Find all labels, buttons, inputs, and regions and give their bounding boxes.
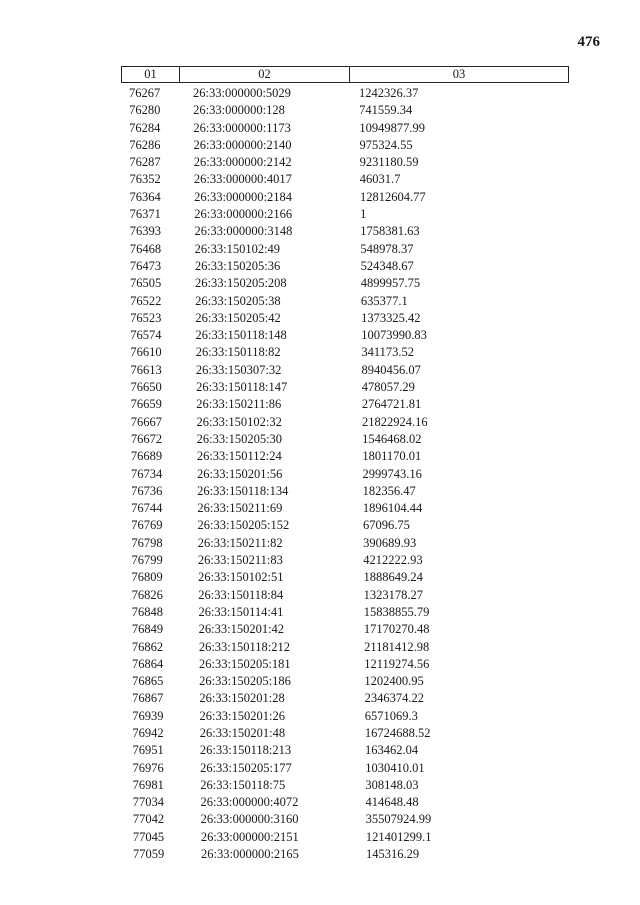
cell-01: 76862	[131, 639, 164, 654]
cell-02: 26:33:150205:36	[194, 258, 281, 273]
cell-01: 76667	[130, 414, 162, 429]
cell-01: 76769	[131, 518, 163, 533]
cell-02: 26:33:150211:83	[197, 553, 283, 568]
cell-01: 77042	[132, 812, 165, 827]
table-row	[0, 517, 640, 534]
cell-01: 76468	[129, 241, 162, 256]
table-row	[0, 396, 640, 413]
cell-03: 478057.29	[361, 380, 415, 395]
cell-01: 76976	[132, 760, 164, 775]
cell-02: 26:33:150201:42	[198, 622, 285, 637]
cell-02: 26:33:150201:48	[199, 725, 286, 740]
cell-01: 76280	[129, 103, 161, 118]
table-row	[0, 310, 640, 327]
table-row	[0, 829, 640, 846]
cell-03: 46031.7	[359, 172, 401, 187]
cell-01: 76734	[131, 466, 163, 481]
table-body	[0, 85, 640, 863]
cell-02: 26:33:150205:30	[196, 431, 283, 446]
cell-03: 4899957.75	[360, 276, 421, 291]
cell-03: 1801170.01	[362, 449, 422, 464]
table-row	[0, 552, 640, 569]
cell-02: 26:33:150205:38	[195, 293, 281, 308]
cell-01: 76849	[131, 622, 164, 637]
cell-02: 26:33:150118:148	[195, 328, 287, 343]
cell-02: 26:33:150118:82	[195, 345, 281, 360]
cell-01: 76650	[130, 380, 162, 395]
cell-03: 17170270.48	[363, 622, 430, 637]
table-row	[0, 137, 640, 154]
cell-01: 76574	[130, 328, 162, 343]
cell-02: 26:33:150102:49	[194, 241, 281, 256]
column-header-03: 03	[349, 66, 569, 83]
cell-03: 635377.1	[360, 293, 408, 308]
cell-02: 26:33:150205:181	[199, 656, 291, 671]
cell-02: 26:33:150201:26	[199, 708, 285, 723]
cell-02: 26:33:150211:86	[196, 397, 282, 412]
cell-03: 9231180.59	[359, 155, 419, 170]
cell-01: 76864	[132, 656, 164, 671]
cell-03: 16724688.52	[364, 725, 431, 740]
cell-03: 341173.52	[361, 345, 415, 360]
cell-03: 1202400.95	[364, 674, 424, 689]
table-row	[0, 587, 640, 604]
cell-03: 6571069.3	[364, 708, 418, 723]
cell-01: 76287	[129, 155, 161, 170]
cell-02: 26:33:000000:128	[193, 103, 285, 118]
table-row	[0, 535, 640, 552]
cell-03: 1546468.02	[362, 431, 422, 446]
cell-01: 76364	[129, 189, 161, 204]
cell-01: 76848	[131, 604, 163, 619]
table-row	[0, 656, 640, 673]
cell-03: 8940456.07	[361, 362, 421, 377]
cell-02: 26:33:150211:82	[197, 535, 283, 550]
cell-01: 76286	[129, 137, 161, 152]
cell-02: 26:33:000000:2166	[194, 207, 293, 222]
cell-01: 76689	[130, 449, 163, 464]
cell-02: 26:33:150201:28	[199, 691, 285, 706]
cell-01: 76284	[129, 120, 161, 135]
cell-03: 1242326.37	[359, 86, 419, 100]
cell-01: 76939	[132, 708, 164, 723]
cell-03: 67096.75	[362, 518, 410, 533]
cell-03: 1896104.44	[362, 501, 423, 516]
table-row	[0, 569, 640, 586]
cell-01: 76523	[130, 310, 162, 325]
cell-03: 10949877.99	[359, 120, 425, 135]
cell-01: 76942	[132, 725, 164, 740]
cell-01: 76826	[131, 587, 163, 602]
table-row	[0, 483, 640, 500]
table-row	[0, 206, 640, 223]
cell-01: 76951	[132, 743, 164, 758]
page-number: 476	[577, 34, 600, 50]
cell-03: 10073990.83	[361, 328, 427, 343]
cell-03: 2999743.16	[362, 466, 422, 481]
cell-01: 76473	[129, 258, 162, 273]
cell-03: 414648.48	[365, 795, 419, 810]
cell-01: 76736	[131, 483, 163, 498]
table-row	[0, 621, 640, 638]
cell-01: 76744	[131, 501, 163, 516]
table-row	[0, 811, 640, 828]
table-row	[0, 379, 640, 396]
cell-02: 26:33:000000:3160	[200, 812, 299, 827]
cell-02: 26:33:150118:213	[199, 743, 292, 758]
cell-03: 548978.37	[360, 241, 414, 256]
table-row	[0, 154, 640, 171]
table-row	[0, 431, 640, 448]
cell-02: 26:33:150118:147	[196, 380, 288, 395]
table-row	[0, 777, 640, 794]
cell-03: 390689.93	[363, 535, 417, 550]
cell-03: 741559.34	[359, 103, 413, 118]
cell-02: 26:33:000000:2151	[200, 829, 299, 844]
table-row	[0, 120, 640, 137]
cell-03: 1030410.01	[365, 760, 425, 775]
table-row	[0, 846, 640, 863]
cell-02: 26:33:000000:4072	[200, 795, 299, 810]
table-row	[0, 85, 640, 102]
cell-02: 26:33:150118:75	[200, 777, 286, 792]
cell-02: 26:33:150102:51	[198, 570, 284, 585]
cell-03: 182356.47	[362, 483, 416, 498]
cell-01: 76267	[129, 86, 161, 100]
table-row	[0, 171, 640, 188]
cell-01: 76981	[132, 777, 164, 792]
cell-02: 26:33:150205:177	[200, 760, 292, 775]
cell-03: 121401299.1	[365, 829, 432, 844]
table-row	[0, 223, 640, 240]
cell-03: 12812604.77	[359, 189, 426, 204]
cell-02: 26:33:150205:42	[195, 310, 281, 325]
table-row	[0, 362, 640, 379]
table-row	[0, 690, 640, 707]
cell-03: 21181412.98	[364, 639, 430, 654]
cell-01: 76672	[130, 431, 163, 446]
cell-01: 76799	[131, 553, 163, 568]
cell-03: 15838855.79	[363, 604, 430, 619]
cell-01: 76371	[129, 207, 161, 222]
table-row	[0, 466, 640, 483]
cell-03: 1323178.27	[363, 587, 423, 602]
cell-02: 26:33:000000:2165	[201, 847, 299, 862]
table-row	[0, 344, 640, 361]
cell-03: 1373325.42	[361, 310, 421, 325]
cell-01: 76610	[130, 345, 162, 360]
table-row	[0, 500, 640, 517]
table-row	[0, 742, 640, 759]
cell-02: 26:33:150118:84	[198, 587, 284, 602]
cell-01: 76352	[129, 172, 161, 187]
cell-02: 26:33:000000:2142	[193, 155, 292, 170]
cell-03: 308148.03	[365, 777, 419, 792]
cell-02: 26:33:150112:24	[196, 449, 282, 464]
table-row	[0, 414, 640, 431]
table-row	[0, 604, 640, 621]
table-row	[0, 102, 640, 119]
cell-01: 76865	[132, 674, 164, 689]
cell-01: 76867	[132, 691, 164, 706]
cell-03: 1888649.24	[363, 570, 423, 585]
cell-02: 26:33:150201:56	[197, 466, 283, 481]
cell-03: 1758381.63	[360, 224, 420, 239]
table-row	[0, 275, 640, 292]
cell-02: 26:33:150205:186	[199, 674, 291, 689]
cell-02: 26:33:150205:208	[195, 276, 287, 291]
cell-02: 26:33:150211:69	[197, 501, 283, 516]
cell-03: 21822924.16	[362, 414, 428, 429]
cell-01: 76809	[131, 570, 163, 585]
cell-03: 35507924.99	[365, 812, 432, 827]
cell-01: 76505	[130, 276, 162, 291]
cell-01: 77045	[132, 829, 165, 844]
cell-02: 26:33:150307:32	[195, 362, 282, 377]
table-row	[0, 760, 640, 777]
cell-01: 76659	[130, 397, 162, 412]
cell-03: 524348.67	[360, 258, 414, 273]
column-header-02: 02	[179, 66, 349, 83]
cell-01: 76393	[129, 224, 161, 239]
table-row	[0, 258, 640, 275]
cell-01: 77059	[133, 847, 165, 862]
table-row	[0, 189, 640, 206]
cell-02: 26:33:000000:4017	[193, 172, 292, 187]
cell-01: 76522	[130, 293, 162, 308]
table-row	[0, 673, 640, 690]
cell-03: 2346374.22	[364, 691, 424, 706]
cell-02: 26:33:150114:41	[198, 604, 284, 619]
cell-02: 26:33:150118:134	[197, 483, 289, 498]
cell-02: 26:33:000000:2184	[194, 189, 292, 204]
cell-03: 975324.55	[359, 137, 413, 152]
table-row	[0, 241, 640, 258]
cell-03: 4212222.93	[363, 553, 423, 568]
column-header-01: 01	[121, 66, 179, 83]
cell-02: 26:33:000000:5029	[193, 86, 291, 100]
table-row	[0, 639, 640, 656]
cell-03: 2764721.81	[361, 397, 422, 412]
cell-02: 26:33:000000:2140	[193, 137, 292, 152]
table-row	[0, 725, 640, 742]
cell-03: 12119274.56	[364, 656, 430, 671]
cell-01: 76798	[131, 535, 163, 550]
cell-03: 163462.04	[365, 743, 419, 758]
cell-02: 26:33:000000:1173	[193, 120, 291, 135]
table-row	[0, 293, 640, 310]
cell-01: 76613	[130, 362, 162, 377]
cell-03: 1	[360, 207, 367, 222]
cell-02: 26:33:150102:32	[196, 414, 282, 429]
table-row	[0, 327, 640, 344]
table-row	[0, 448, 640, 465]
cell-03: 145316.29	[366, 847, 420, 862]
table-header	[121, 66, 569, 83]
cell-02: 26:33:150205:152	[197, 518, 290, 533]
cell-02: 26:33:150118:212	[198, 639, 291, 654]
cell-02: 26:33:000000:3148	[194, 224, 293, 239]
cell-01: 77034	[132, 795, 164, 810]
table-row	[0, 708, 640, 725]
table-row	[0, 794, 640, 811]
